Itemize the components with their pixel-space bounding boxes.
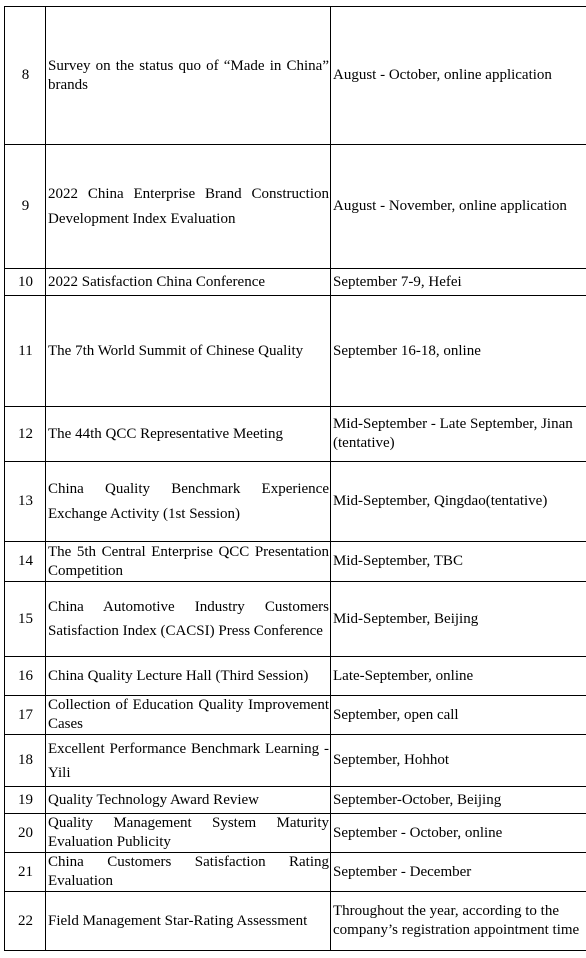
table-row: [5, 7, 586, 145]
table-row: [5, 407, 586, 462]
event-name: China Customers Satisfaction Rating Evaluation: [46, 853, 331, 892]
event-date: Mid-September, Beijing: [331, 582, 586, 657]
row-number: 20: [5, 814, 46, 853]
row-number: 9: [5, 145, 46, 269]
table-row: [5, 657, 586, 696]
table-row: [5, 582, 586, 657]
event-name: China Quality Lecture Hall (Third Session): [46, 657, 331, 696]
table-row: [5, 696, 586, 735]
event-date: September - October, online: [331, 814, 586, 853]
event-date: Mid-September, TBC: [331, 542, 586, 582]
row-number: 12: [5, 407, 46, 462]
table-row: [5, 296, 586, 407]
event-date: Late-September, online: [331, 657, 586, 696]
table-row: [5, 145, 586, 269]
event-name: Quality Technology Award Review: [46, 787, 331, 814]
table-row: [5, 269, 586, 296]
event-name: Survey on the status quo of “Made in China” brands: [46, 7, 331, 145]
event-date: August - November, online application: [331, 145, 586, 269]
event-date: September 16-18, online: [331, 296, 586, 407]
event-name: China Quality Benchmark Experience Exchange Activity (1st Session): [46, 462, 331, 542]
event-name: The 7th World Summit of Chinese Quality: [46, 296, 331, 407]
table-row: [5, 814, 586, 853]
event-name: The 5th Central Enterprise QCC Presentation Competition: [46, 542, 331, 582]
row-number: 14: [5, 542, 46, 582]
row-number: 22: [5, 892, 46, 951]
row-number: 17: [5, 696, 46, 735]
event-name: Excellent Performance Benchmark Learning - Yili: [46, 735, 331, 787]
event-date: September, Hohhot: [331, 735, 586, 787]
row-number: 11: [5, 296, 46, 407]
event-date: Mid-September, Qingdao(tentative): [331, 462, 586, 542]
table-row: [5, 853, 586, 892]
event-date: September 7-9, Hefei: [331, 269, 586, 296]
row-number: 10: [5, 269, 46, 296]
row-number: 19: [5, 787, 46, 814]
event-name: Collection of Education Quality Improvement Cases: [46, 696, 331, 735]
table-row: [5, 735, 586, 787]
row-number: 18: [5, 735, 46, 787]
row-number: 13: [5, 462, 46, 542]
event-date: Mid-September - Late September, Jinan (tentative): [331, 407, 586, 462]
event-name: Quality Management System Maturity Evaluation Publicity: [46, 814, 331, 853]
event-date: September - December: [331, 853, 586, 892]
events-table-body: [5, 7, 586, 951]
event-name: 2022 China Enterprise Brand Construction Development Index Evaluation: [46, 145, 331, 269]
row-number: 21: [5, 853, 46, 892]
table-row: [5, 787, 586, 814]
table-row: [5, 892, 586, 951]
row-number: 15: [5, 582, 46, 657]
event-date: Throughout the year, according to the company’s registration appointment time: [331, 892, 586, 951]
row-number: 8: [5, 7, 46, 145]
table-row: [5, 462, 586, 542]
event-date: September, open call: [331, 696, 586, 735]
event-date: September-October, Beijing: [331, 787, 586, 814]
event-name: China Automotive Industry Customers Satisfaction Index (CACSI) Press Conference: [46, 582, 331, 657]
events-table: [4, 6, 586, 951]
event-name: 2022 Satisfaction China Conference: [46, 269, 331, 296]
event-date: August - October, online application: [331, 7, 586, 145]
event-name: Field Management Star-Rating Assessment: [46, 892, 331, 951]
event-name: The 44th QCC Representative Meeting: [46, 407, 331, 462]
row-number: 16: [5, 657, 46, 696]
table-row: [5, 542, 586, 582]
